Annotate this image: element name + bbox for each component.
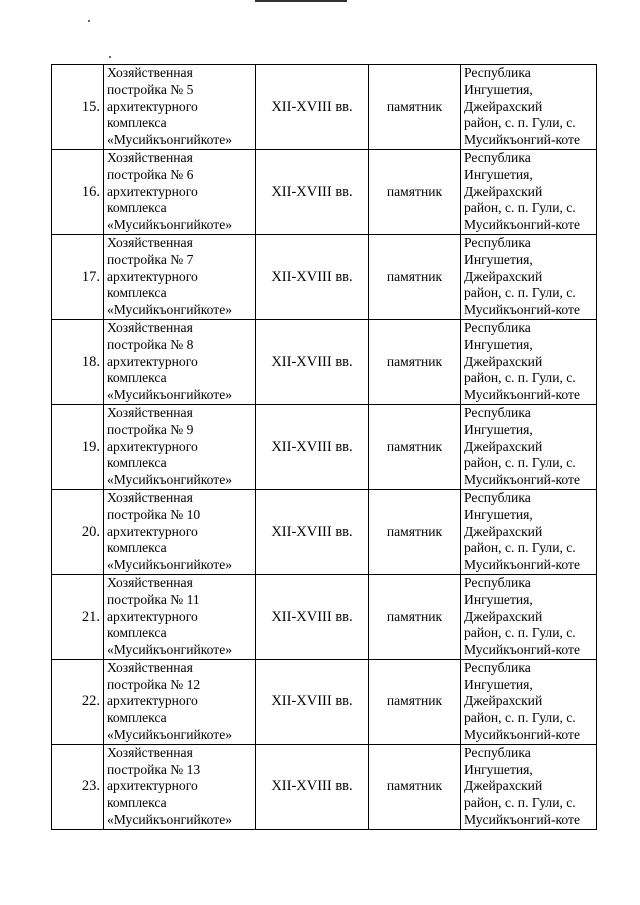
object-location: Республика Ингушетия, Джейрахский район, с. п. Гули, с. Мусийкъонгий-коте — [461, 319, 597, 404]
row-number: 22. — [52, 659, 104, 744]
heritage-objects-table — [51, 64, 597, 830]
object-location: Республика Ингушетия, Джейрахский район, с. п. Гули, с. Мусийкъонгий-коте — [461, 234, 597, 319]
table-row — [52, 744, 597, 829]
object-name: Хозяйственная постройка № 12 архитектурного комплекса «Мусийкъонгийкоте» — [104, 659, 256, 744]
row-number: 15. — [52, 65, 104, 150]
object-name: Хозяйственная постройка № 7 архитектурного комплекса «Мусийкъонгийкоте» — [104, 234, 256, 319]
scan-speck — [109, 56, 111, 58]
object-location: Республика Ингушетия, Джейрахский район, с. п. Гули, с. Мусийкъонгий-коте — [461, 149, 597, 234]
table-row — [52, 659, 597, 744]
table-row — [52, 319, 597, 404]
table-row — [52, 65, 597, 150]
object-period: XII-XVIII вв. — [256, 574, 369, 659]
table-body — [52, 65, 597, 830]
table-row — [52, 234, 597, 319]
object-type: памятник — [369, 659, 461, 744]
table-row — [52, 489, 597, 574]
object-location: Республика Ингушетия, Джейрахский район, с. п. Гули, с. Мусийкъонгий-коте — [461, 659, 597, 744]
object-period: XII-XVIII вв. — [256, 489, 369, 574]
object-period: XII-XVIII вв. — [256, 65, 369, 150]
object-period: XII-XVIII вв. — [256, 744, 369, 829]
object-type: памятник — [369, 234, 461, 319]
object-period: XII-XVIII вв. — [256, 149, 369, 234]
row-number: 20. — [52, 489, 104, 574]
object-location: Республика Ингушетия, Джейрахский район, с. п. Гули, с. Мусийкъонгий-коте — [461, 404, 597, 489]
object-period: XII-XVIII вв. — [256, 319, 369, 404]
table-row — [52, 574, 597, 659]
object-location: Республика Ингушетия, Джейрахский район, с. п. Гули, с. Мусийкъонгий-коте — [461, 489, 597, 574]
object-type: памятник — [369, 404, 461, 489]
object-location: Республика Ингушетия, Джейрахский район, с. п. Гули, с. Мусийкъонгий-коте — [461, 744, 597, 829]
object-name: Хозяйственная постройка № 8 архитектурного комплекса «Мусийкъонгийкоте» — [104, 319, 256, 404]
object-name: Хозяйственная постройка № 9 архитектурного комплекса «Мусийкъонгийкоте» — [104, 404, 256, 489]
table-row — [52, 149, 597, 234]
object-name: Хозяйственная постройка № 11 архитектурного комплекса «Мусийкъонгийкоте» — [104, 574, 256, 659]
object-type: памятник — [369, 574, 461, 659]
object-type: памятник — [369, 319, 461, 404]
row-number: 19. — [52, 404, 104, 489]
object-name: Хозяйственная постройка № 13 архитектурного комплекса «Мусийкъонгийкоте» — [104, 744, 256, 829]
object-type: памятник — [369, 149, 461, 234]
object-type: памятник — [369, 744, 461, 829]
scan-edge-mark — [255, 0, 347, 2]
object-location: Республика Ингушетия, Джейрахский район, с. п. Гули, с. Мусийкъонгий-коте — [461, 574, 597, 659]
object-name: Хозяйственная постройка № 6 архитектурного комплекса «Мусийкъонгийкоте» — [104, 149, 256, 234]
row-number: 16. — [52, 149, 104, 234]
row-number: 17. — [52, 234, 104, 319]
scan-speck — [88, 20, 90, 22]
object-period: XII-XVIII вв. — [256, 234, 369, 319]
object-location: Республика Ингушетия, Джейрахский район, с. п. Гули, с. Мусийкъонгий-коте — [461, 65, 597, 150]
object-period: XII-XVIII вв. — [256, 659, 369, 744]
object-name: Хозяйственная постройка № 5 архитектурного комплекса «Мусийкъонгийкоте» — [104, 65, 256, 150]
row-number: 21. — [52, 574, 104, 659]
object-type: памятник — [369, 65, 461, 150]
row-number: 18. — [52, 319, 104, 404]
object-name: Хозяйственная постройка № 10 архитектурного комплекса «Мусийкъонгийкоте» — [104, 489, 256, 574]
object-type: памятник — [369, 489, 461, 574]
table-row — [52, 404, 597, 489]
row-number: 23. — [52, 744, 104, 829]
object-period: XII-XVIII вв. — [256, 404, 369, 489]
